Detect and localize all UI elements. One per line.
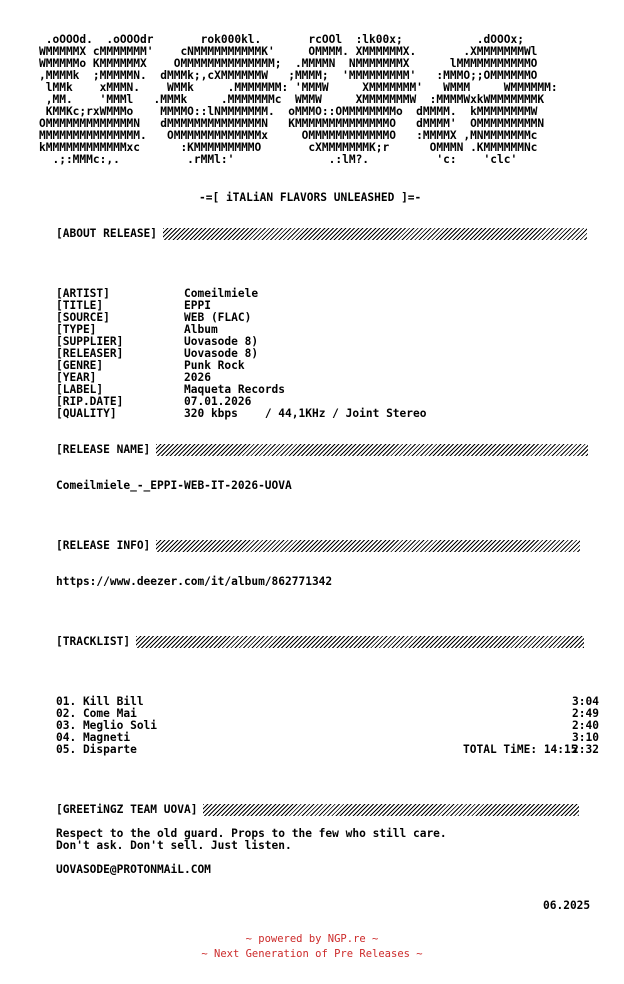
- release-info-link[interactable]: https://www.deezer.com/it/album/862771342: [56, 575, 333, 588]
- track-duration: 2:49: [572, 707, 599, 720]
- about-release-table: [56, 264, 426, 432]
- about-row: [56, 312, 426, 324]
- header-divider: [136, 636, 584, 648]
- header-divider: [163, 228, 587, 240]
- contact-email[interactable]: UOVASODE@PROTONMAiL.COM: [56, 863, 211, 876]
- greetings-line-2: Don't ask. Don't sell. Just listen.: [56, 839, 292, 852]
- tagline: -=[ iTALiAN FLAVORS UNLEASHED ]=-: [199, 191, 422, 204]
- track-title: 04. Magneti: [56, 731, 131, 744]
- logo-line: MMMMMMMMMMMMMMM. OMMMMMMMMMMMMMx OMMMMMMMMMMMMO :MMMMX ,MNMMMMMMMc: [39, 129, 538, 142]
- track-title: 03. Meglio Soli: [56, 719, 158, 732]
- greetings-title: [GREETiNGZ TEAM UOVA]: [56, 803, 198, 816]
- about-key: [RIP.DATE]: [56, 395, 124, 408]
- track-title: 02. Come Mai: [56, 707, 137, 720]
- logo-line: kMMMMMMMMMMMMxc :KMMMMMMMMMO cXMMMMMMMK;r OMMMN .KMMMMMMNc: [39, 141, 538, 154]
- about-row: [56, 360, 426, 372]
- about-key: [RELEASER]: [56, 347, 124, 360]
- release-name-title: [RELEASE NAME]: [56, 443, 151, 456]
- about-value: 2026: [184, 371, 211, 384]
- tracklist-header: [56, 636, 584, 648]
- about-value: Comeilmiele: [184, 287, 259, 300]
- about-release-title: [ABOUT RELEASE]: [56, 227, 158, 240]
- header-divider: [156, 444, 588, 456]
- about-key: [TITLE]: [56, 299, 104, 312]
- ascii-logo: [39, 34, 558, 166]
- about-key: [YEAR]: [56, 371, 97, 384]
- about-value: EPPI: [184, 299, 211, 312]
- about-value: WEB (FLAC): [184, 311, 252, 324]
- about-key: [SUPPLIER]: [56, 335, 124, 348]
- about-value: Uovasode 8): [184, 335, 259, 348]
- about-row: [56, 288, 426, 300]
- about-key: [QUALITY]: [56, 407, 117, 420]
- logo-line: ,MMMMk ;MMMMMN. dMMMk;,cXMMMMMMW ;MMMM; 'MMMMMMMMM' :MMMO;;OMMMMMMO: [39, 69, 538, 82]
- logo-line: WMMMMMX cMMMMMMM' cNMMMMMMMMMMK' OMMMM. XMMMMMMX. .XMMMMMMMWl: [39, 45, 538, 58]
- release-info-title: [RELEASE INFO]: [56, 539, 151, 552]
- logo-line: ,MM. 'MMMl .MMMk .MMMMMMMc WMMW XMMMMMMMW :MMMMWxkWMMMMMMMK: [39, 93, 545, 106]
- about-release-header: [56, 228, 587, 240]
- track-row: [56, 696, 599, 708]
- logo-line: .oOOOd. .oOOOdr rok000kl. rcOOl :lk00x; .dOOOx;: [39, 33, 524, 46]
- track-duration: 2:40: [572, 719, 599, 732]
- track-duration: 2:32: [572, 743, 599, 756]
- logo-line: WMMMMMo KMMMMMMX OMMMMMMMMMMMMMM; .MMMMN NMMMMMMMX lMMMMMMMMMMMO: [39, 57, 538, 70]
- logo-line: .;:MMMc:,. .rMMl:' .:lM?. 'c: 'clc': [39, 153, 518, 166]
- about-key: [SOURCE]: [56, 311, 110, 324]
- release-name-header: [56, 444, 588, 456]
- release-info-header: [56, 540, 580, 552]
- about-value: Maqueta Records: [184, 383, 286, 396]
- header-divider: [156, 540, 580, 552]
- about-value: Album: [184, 323, 218, 336]
- footer-tagline: ~ Next Generation of Pre Releases ~: [201, 948, 423, 960]
- about-row: [56, 408, 426, 420]
- about-key: [ARTIST]: [56, 287, 110, 300]
- track-duration: 3:10: [572, 731, 599, 744]
- logo-line: lMMk xMMMN. WMMk .MMMMMMM: 'MMMW XMMMMMMM' WMMM WMMMMMM:: [39, 81, 558, 94]
- header-divider: [203, 804, 579, 816]
- about-key: [GENRE]: [56, 359, 104, 372]
- about-value: 320 kbps / 44,1KHz / Joint Stereo: [184, 407, 427, 420]
- track-title: 01. Kill Bill: [56, 695, 144, 708]
- about-value: Punk Rock: [184, 359, 245, 372]
- track-duration: 3:04: [572, 695, 599, 708]
- about-value: Uovasode 8): [184, 347, 259, 360]
- release-date: 06.2025: [543, 899, 591, 912]
- logo-line: KMMKc;rxWMMMo MMMMO::lNMMMMMMM. oMMMO::OMMMMMMMMo dMMMM. kMMMMMMMMW: [39, 105, 538, 118]
- about-value: 07.01.2026: [184, 395, 252, 408]
- release-name-value: Comeilmiele_-_EPPI-WEB-IT-2026-UOVA: [56, 479, 292, 492]
- track-title: 05. Disparte: [56, 743, 137, 756]
- logo-line: OMMMMMMMMMMMMMN dMMMMMMMMMMMMMMN KMMMMMMMMMMMMMMO dMMMM' OMMMMMMMMMN: [39, 117, 545, 130]
- about-key: [LABEL]: [56, 383, 104, 396]
- track-row: [56, 720, 599, 732]
- greetings-header: [56, 804, 579, 816]
- total-time: TOTAL TiME: 14:15: [463, 743, 578, 756]
- tracklist-title: [TRACKLIST]: [56, 635, 131, 648]
- greetings-line-1: Respect to the old guard. Props to the few who still care.: [56, 827, 447, 840]
- footer-powered-by[interactable]: ~ powered by NGP.re ~: [245, 933, 379, 945]
- about-key: [TYPE]: [56, 323, 97, 336]
